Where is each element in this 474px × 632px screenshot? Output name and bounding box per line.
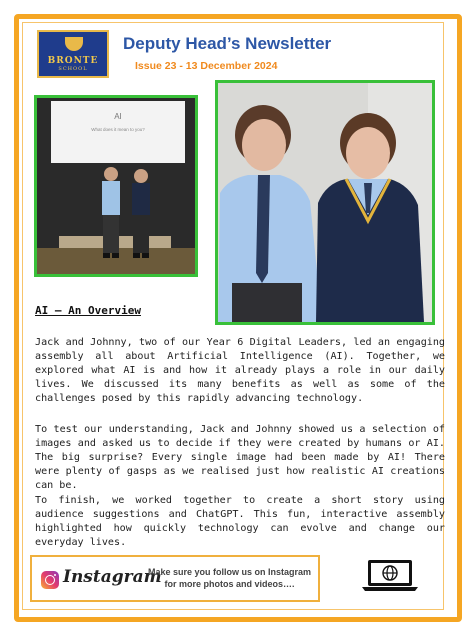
article-paragraph-3: To finish, we worked together to create a short story using audience suggestions and ChatGPT. This fun, interactive assembly highlighted how quickly technology can evolve and change our everyday lives. — [35, 495, 445, 548]
article-heading: AI – An Overview — [35, 304, 141, 317]
projector-screen — [51, 101, 185, 163]
follow-line-1: Make sure you follow us on Instagram — [147, 567, 312, 577]
newsletter-title: Deputy Head’s Newsletter — [123, 34, 332, 53]
screen-subtitle: What does it mean to you? — [91, 127, 145, 132]
crest-icon — [65, 37, 83, 51]
school-name: BRONTE — [47, 56, 99, 66]
pupils-photo — [215, 80, 435, 325]
article-paragraph-2: To test our understanding, Jack and Johnny showed us a selection of images and asked us to decide if they were created by humans or AI. The big surprise? Every single image had been made by AI! There were plenty of gasps as we realised just how realistic AI creations can be. — [35, 424, 445, 491]
school-sub: SCHOOL — [58, 66, 88, 72]
screen-title: AI — [114, 112, 122, 121]
instagram-follow-message — [142, 566, 317, 590]
article-paragraph-1: Jack and Johnny, two of our Year 6 Digital Leaders, led an engaging assembly all about Artificial Intelligence (AI). Together, we explored what AI is and how it already plays a role in our daily lives. We discussed its many benefits as well as some of the challenges posed by this rapidly advancing technology. — [35, 337, 445, 404]
pupils-portrait — [218, 83, 432, 322]
school-logo — [37, 30, 109, 78]
issue-date: Issue 23 - 13 December 2024 — [135, 60, 278, 72]
pupils-figures — [97, 164, 157, 274]
laptop-globe-icon — [360, 558, 420, 592]
instagram-icon — [41, 571, 59, 589]
instagram-banner[interactable] — [30, 555, 320, 602]
assembly-photo — [34, 95, 198, 277]
follow-line-2: for more photos and videos…. — [164, 579, 295, 589]
instagram-wordmark: Instagram — [63, 567, 162, 587]
